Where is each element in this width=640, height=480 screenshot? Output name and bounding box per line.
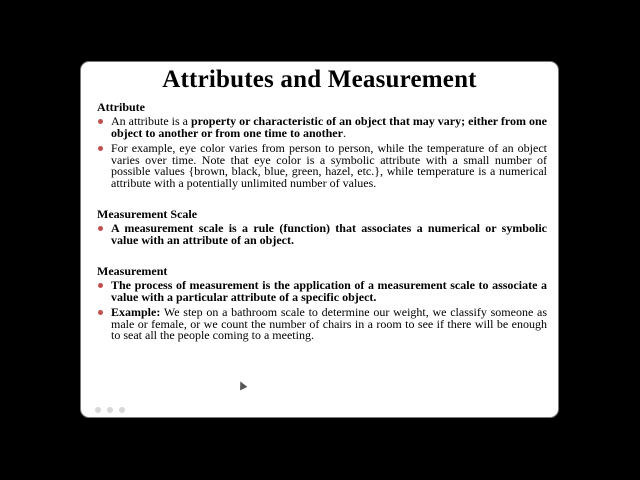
text-run: An attribute is a — [111, 114, 191, 128]
text-run: . — [342, 125, 346, 140]
list-item — [97, 223, 547, 246]
section-heading: Measurement Scale — [97, 207, 198, 221]
list-item — [97, 280, 547, 303]
bullet-icon — [98, 226, 103, 231]
text-run: We step on a bathroom scale to determine our weight, we classify someone as male or female, or we count the number of chairs in a room to see if there will be enough to seat all the people coming to a meeting. — [111, 305, 547, 342]
section-measurement — [97, 264, 547, 342]
text-run-bold: A measurement scale is a rule (function) that associates a numerical or symbolic value with an attribute of an object. — [111, 221, 547, 247]
text-run-bold: The process of measurement is the application of a measurement scale to associate a value with a particular attribute of a specific object. — [111, 278, 547, 304]
section-measurement-scale — [97, 207, 547, 246]
slide-nav-dots — [95, 407, 125, 413]
list-item — [97, 307, 547, 342]
section-attribute — [97, 100, 547, 189]
bullet-icon — [98, 283, 103, 288]
list-item — [97, 143, 547, 189]
text-run-bold: Example: — [111, 305, 161, 319]
nav-dot-icon — [107, 407, 113, 413]
bullet-icon — [98, 146, 103, 151]
bullet-list — [97, 116, 547, 189]
nav-dot-icon — [95, 407, 101, 413]
bullet-list — [97, 223, 547, 246]
slide-content — [97, 100, 547, 346]
section-heading: Attribute — [97, 100, 145, 114]
bullet-icon — [98, 310, 103, 315]
list-item — [97, 116, 547, 139]
bullet-icon — [98, 119, 103, 124]
slide-title: Attributes and Measurement — [162, 66, 477, 93]
section-heading: Measurement — [97, 264, 168, 278]
text-run-bold: property or characteristic of an object that may vary; either from one object to another or from one time to another — [111, 114, 547, 140]
text-run: For example, eye color varies from person to person, while the temperature of an object varies over time. Note that eye color is a symbolic attribute with a small number of possible values {brown, black, blue, green, hazel, etc.}, while temperature is a numerical attribute with a potentially unlimited number of values. — [111, 141, 547, 190]
bullet-list — [97, 280, 547, 342]
slide — [80, 61, 559, 418]
nav-dot-icon — [119, 407, 125, 413]
